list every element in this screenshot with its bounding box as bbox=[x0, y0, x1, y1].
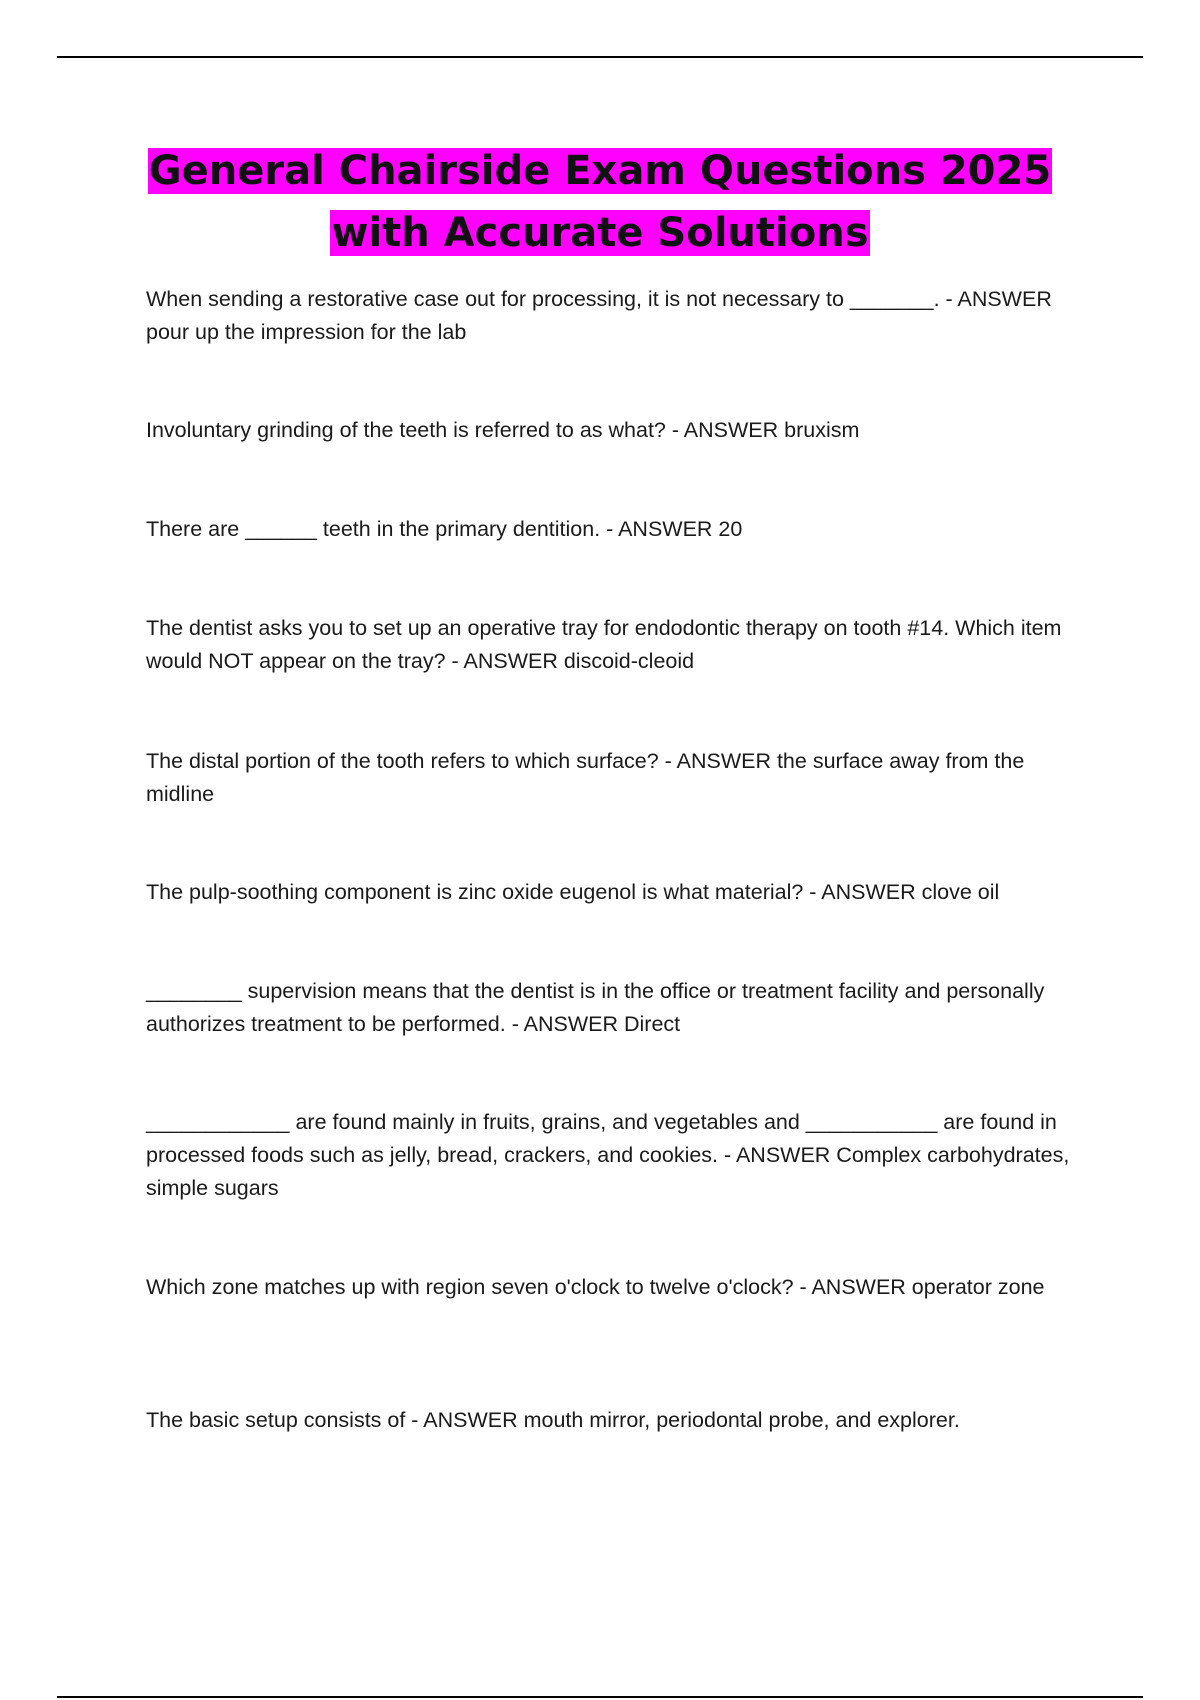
top-rule bbox=[57, 56, 1143, 58]
document-title bbox=[120, 140, 1080, 264]
qa-item-9: Which zone matches up with region seven o'clock to twelve o'clock? - ANSWER operator zone bbox=[146, 1275, 1045, 1299]
qa-item-3: There are ______ teeth in the primary dentition. - ANSWER 20 bbox=[146, 517, 743, 541]
qa-item-10: The basic setup consists of - ANSWER mouth mirror, periodontal probe, and explorer. bbox=[146, 1408, 960, 1432]
qa-item-8: ____________ are found mainly in fruits, grains, and vegetables and ___________ are found in processed foods such as jelly, bread, crackers, and cookies. - ANSWER Complex carbohydrates, simple sugars bbox=[146, 1110, 1070, 1200]
qa-item-2: Involuntary grinding of the teeth is referred to as what? - ANSWER bruxism bbox=[146, 418, 860, 442]
qa-item-4: The dentist asks you to set up an operative tray for endodontic therapy on tooth #14. Which item would NOT appear on the tray? - ANSWER discoid-cleoid bbox=[146, 616, 1062, 673]
qa-item-5: The distal portion of the tooth refers to which surface? - ANSWER the surface away from the midline bbox=[146, 749, 1025, 806]
qa-item-7: ________ supervision means that the dentist is in the office or treatment facility and personally authorizes treatment to be performed. - ANSWER Direct bbox=[146, 979, 1045, 1036]
title-highlight: General Chairside Exam Questions 2025 with Accurate Solutions bbox=[148, 148, 1052, 256]
bottom-rule bbox=[57, 1696, 1143, 1698]
qa-item-1: When sending a restorative case out for processing, it is not necessary to _______. - ANSWER pour up the impression for the lab bbox=[146, 287, 1052, 344]
qa-item-6: The pulp-soothing component is zinc oxide eugenol is what material? - ANSWER clove oil bbox=[146, 880, 1000, 904]
